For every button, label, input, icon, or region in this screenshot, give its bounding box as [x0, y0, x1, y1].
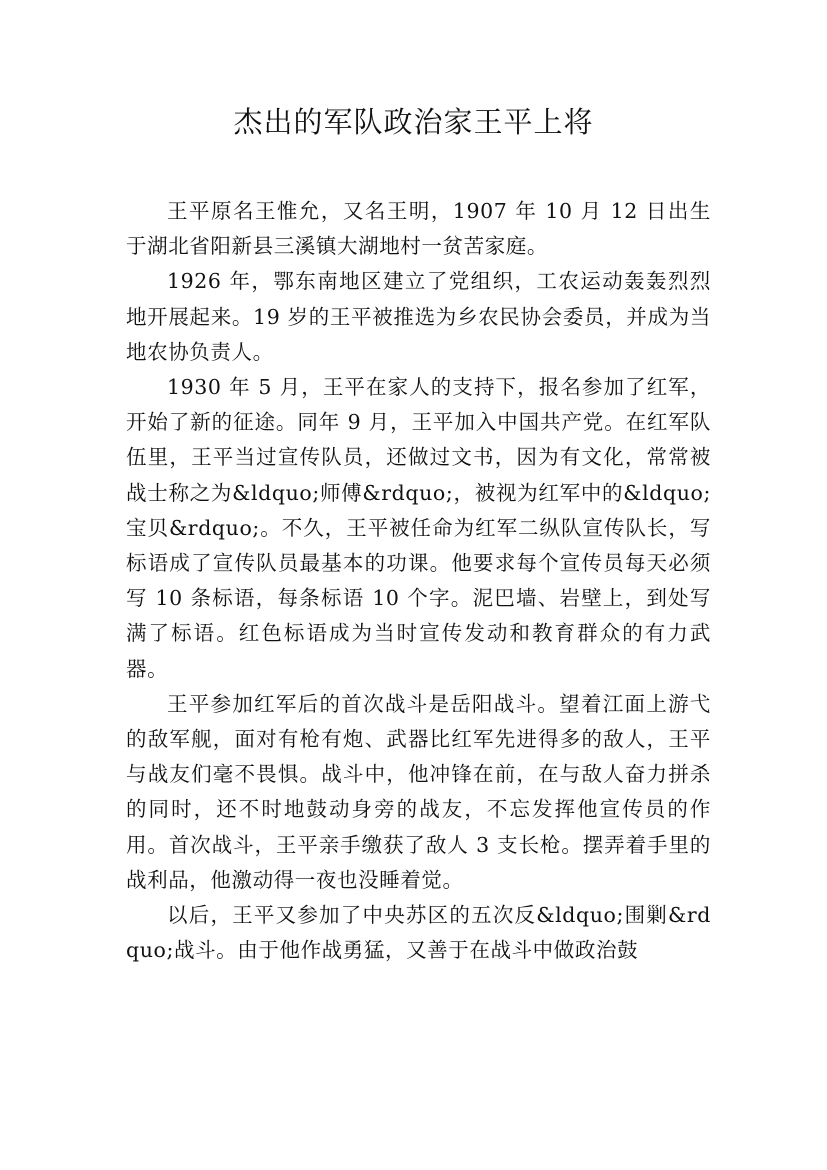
- paragraph-3: 1930 年 5 月，王平在家人的支持下，报名参加了红军，开始了新的征途。同年 9 月，王平加入中国共产党。在红军队伍里，王平当过宣传队员，还做过文书，因为有文化，常常被战士称之为&ldquo;师傅&rdquo;，被视为红军中的&ldquo;宝贝&rdquo;。不久，王平被任命为红军二纵队宣传队长，写标语成了宣传队员最基本的功课。他要求每个宣传员每天必须写 10 条标语，每条标语 10 个字。泥巴墙、岩壁上，到处写满了标语。红色标语成为当时宣传发动和教育群众的有力武器。: [126, 375, 711, 681]
- paragraph-2: 1926 年，鄂东南地区建立了党组织，工农运动轰轰烈烈地开展起来。19 岁的王平被推选为乡农民协会委员，并成为当地农协负责人。: [126, 269, 711, 364]
- paragraph-1: 王平原名王惟允，又名王明，1907 年 10 月 12 日出生于湖北省阳新县三溪镇大湖地村一贫苦家庭。: [126, 199, 711, 259]
- paragraph-4: 王平参加红军后的首次战斗是岳阳战斗。望着江面上游弋的敌军舰，面对有枪有炮、武器比红军先进得多的敌人，王平与战友们毫不畏惧。战斗中，他冲锋在前，在与敌人奋力拼杀的同时，还不时地鼓动身旁的战友，不忘发挥他宣传员的作用。首次战斗，王平亲手缴获了敌人 3 支长枪。摆弄着手里的战利品，他激动得一夜也没睡着觉。: [126, 691, 711, 892]
- paragraph-5: 以后，王平又参加了中央苏区的五次反&ldquo;围剿&rdquo;战斗。由于他作战勇猛，又善于在战斗中做政治鼓: [126, 903, 711, 963]
- document-title: 杰出的军队政治家王平上将: [233, 105, 594, 139]
- document-body: [126, 194, 711, 968]
